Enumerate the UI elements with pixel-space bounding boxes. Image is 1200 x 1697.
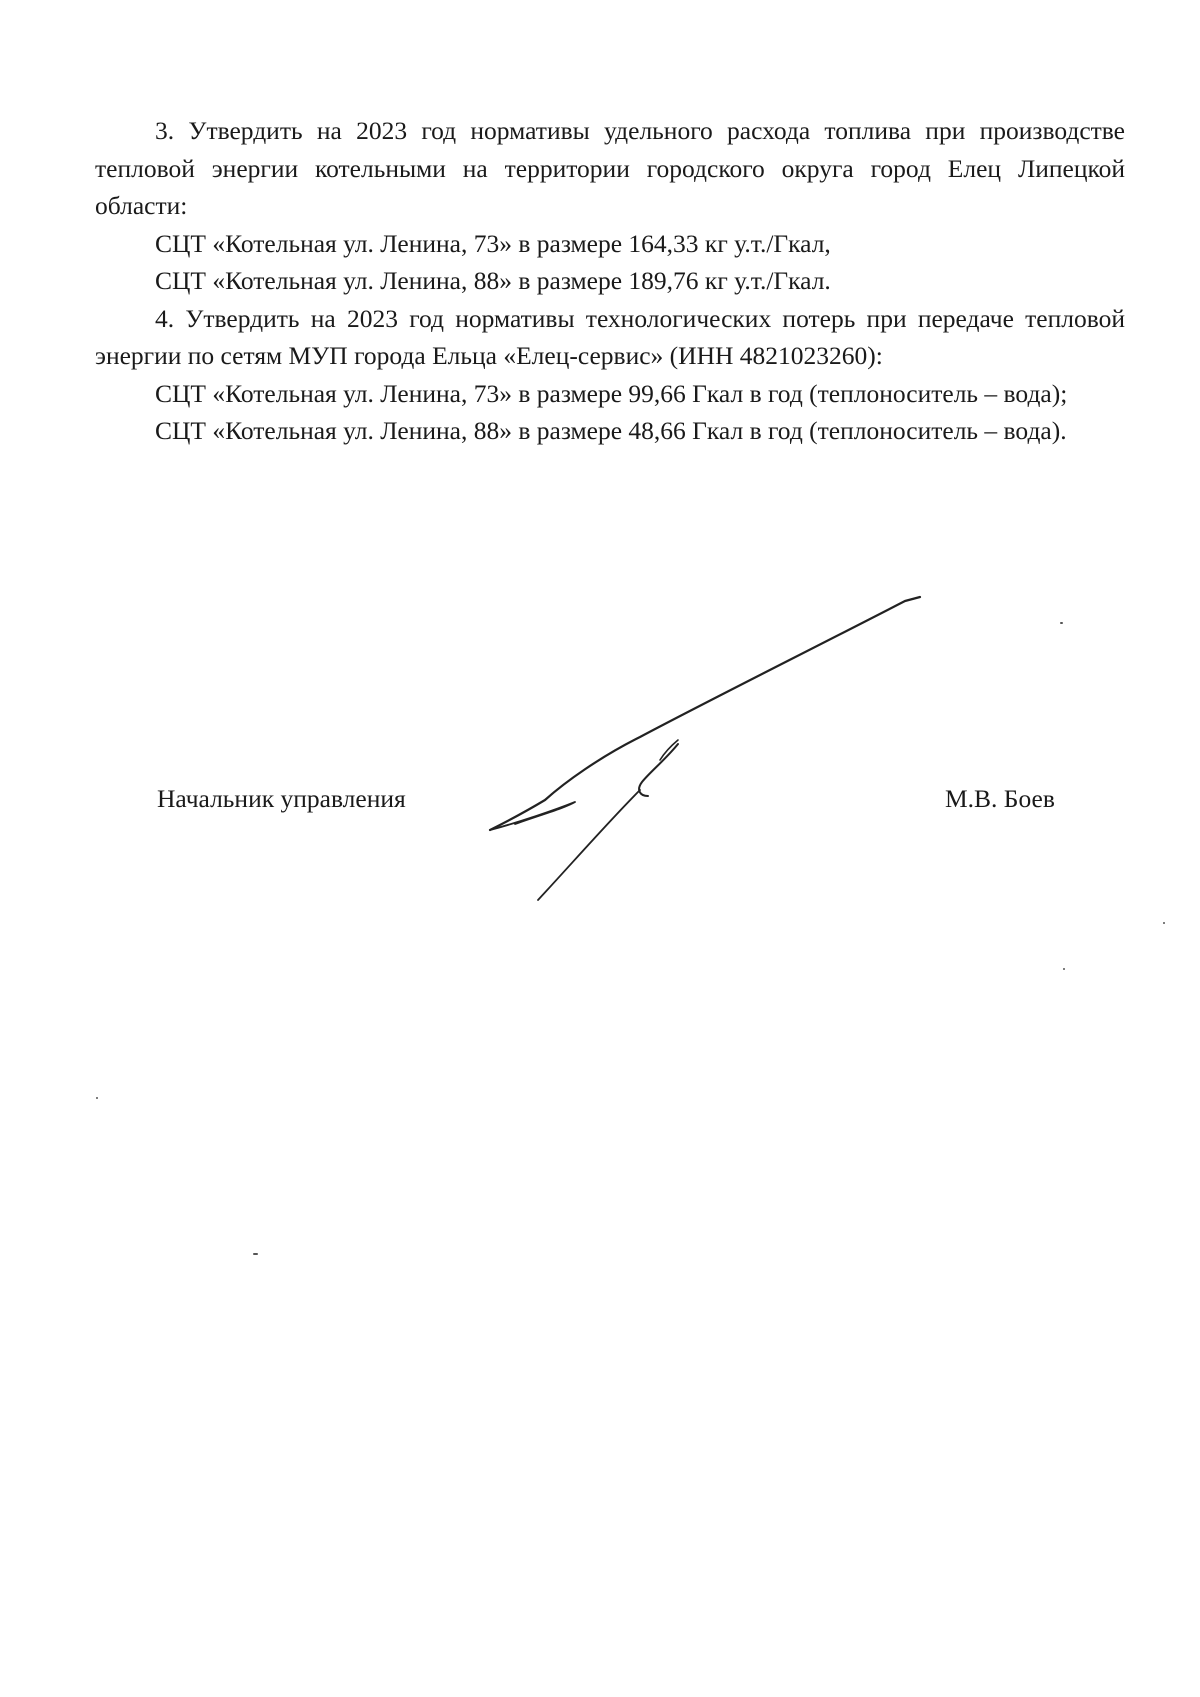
fuel-norm-boiler-88: СЦТ «Котельная ул. Ленина, 88» в размере 189,76 кг у.т./Гкал. bbox=[155, 266, 831, 295]
signatory-position: Начальник управления bbox=[157, 784, 406, 813]
loss-norm-boiler-88: СЦТ «Котельная ул. Ленина, 88» в размере 48,66 Гкал в год (теплоноситель – вода). bbox=[155, 416, 1067, 445]
paragraph-item-4: 4. Утвердить на 2023 год нормативы технологических потерь при передаче тепловой энергии по сетям МУП города Ельца «Елец-сервис» (ИНН 4821023260): bbox=[95, 303, 1125, 370]
scan-speck bbox=[1163, 922, 1165, 924]
signatory-name: М.В. Боев bbox=[945, 784, 1055, 813]
scan-speck bbox=[1063, 968, 1065, 970]
scan-speck bbox=[1060, 622, 1063, 624]
fuel-norm-boiler-73: СЦТ «Котельная ул. Ленина, 73» в размере 164,33 кг у.т./Гкал, bbox=[155, 228, 831, 258]
scan-speck bbox=[253, 1253, 258, 1255]
scan-speck bbox=[96, 1097, 98, 1099]
loss-norm-boiler-73: СЦТ «Котельная ул. Ленина, 73» в размере 99,66 Гкал в год (теплоноситель – вода); bbox=[155, 378, 1068, 408]
paragraph-item-3: 3. Утвердить на 2023 год нормативы удельного расхода топлива при производстве тепловой энергии котельными на территории городского округа город Елец Липецкой области: bbox=[95, 116, 1125, 220]
document-body bbox=[95, 112, 1125, 450]
